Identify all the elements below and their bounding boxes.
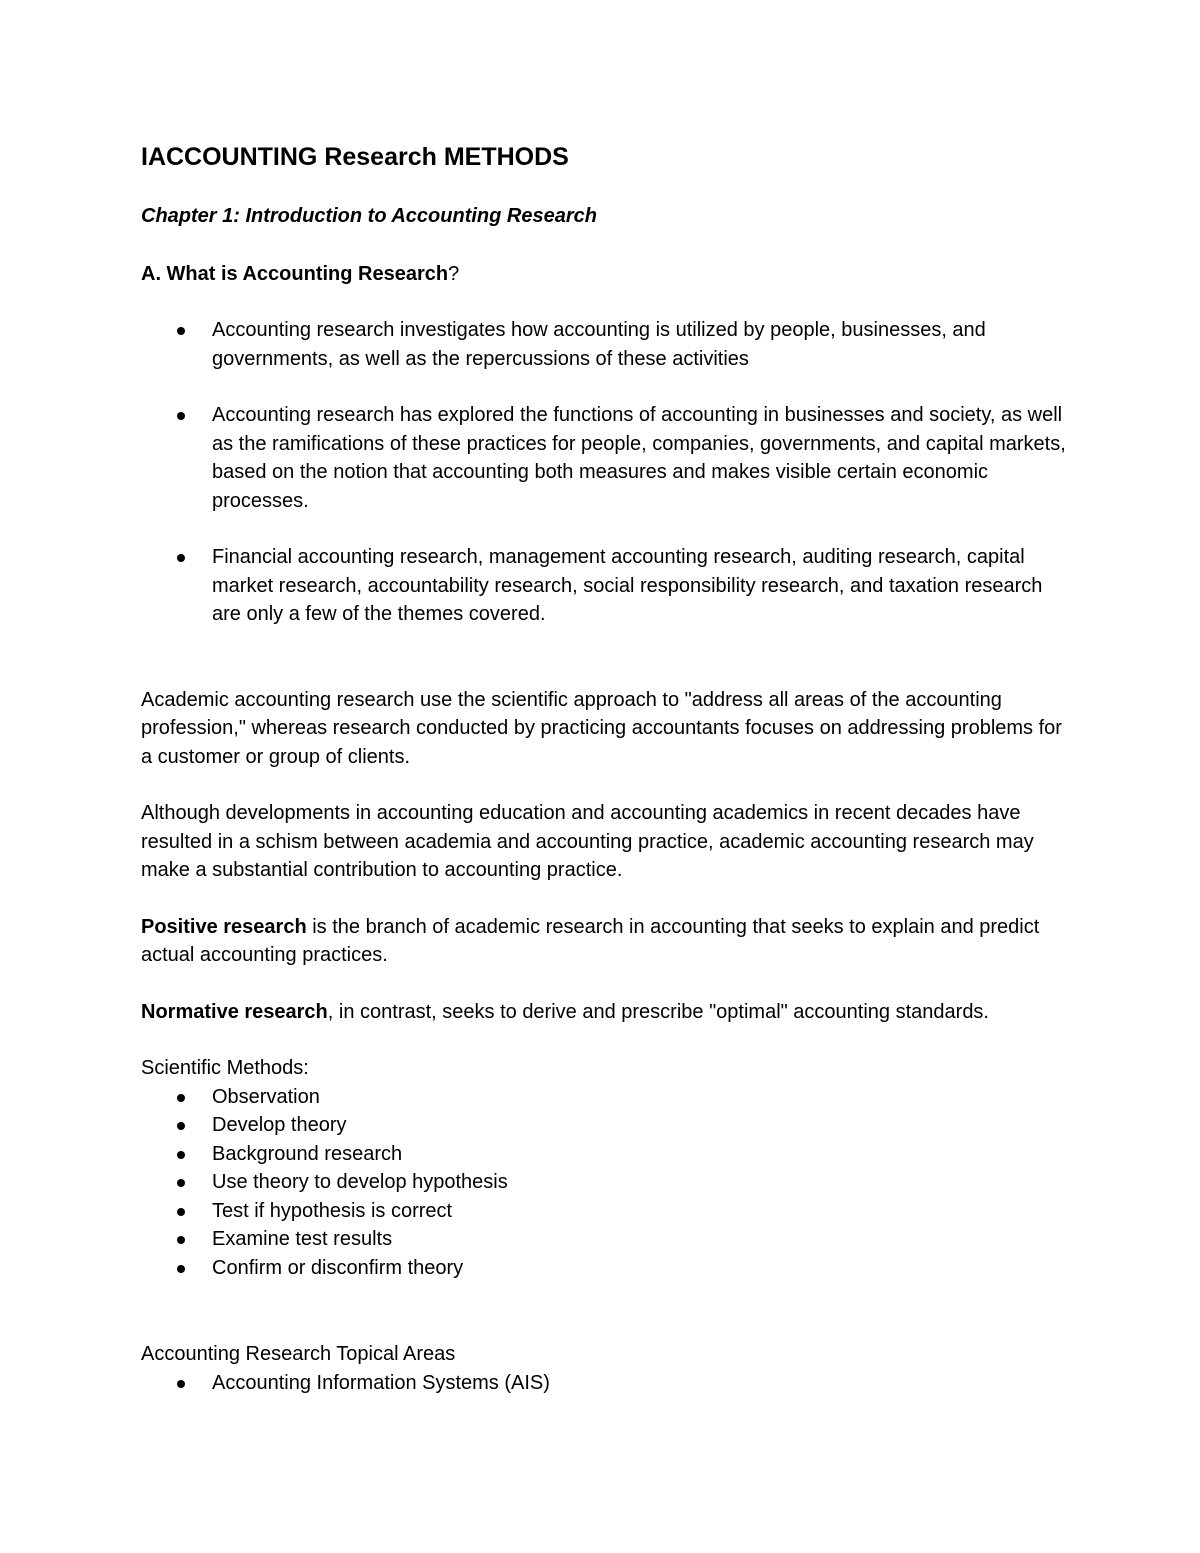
section-a-heading-bold: A. What is Accounting Research xyxy=(141,263,449,285)
list-item xyxy=(141,316,1071,373)
topical-areas-list xyxy=(141,1369,1071,1398)
paragraph-academic: Academic accounting research use the scientific approach to "address all areas of the accounting profession," whereas research conducted by practicing accountants focuses on addressing problems for a customer or group of clients. xyxy=(141,688,1062,768)
document-title: IACCOUNTING Research METHODS xyxy=(141,143,569,171)
topical-areas-label: Accounting Research Topical Areas xyxy=(141,1343,456,1365)
bullet-icon xyxy=(177,1236,185,1244)
list-item-text: Accounting research investigates how accounting is utilized by people, businesses, and governments, as well as the repercussions of these activities xyxy=(212,319,986,370)
bullet-icon xyxy=(177,1179,185,1187)
list-item xyxy=(141,1254,1071,1283)
list-item-text: Financial accounting research, management accounting research, auditing research, capital market research, accountability research, social responsibility research, and taxation research are only a few of the themes covered. xyxy=(212,546,1043,625)
list-item xyxy=(141,1111,1071,1140)
section-a-heading xyxy=(141,260,1071,288)
paragraph-positive-research xyxy=(141,913,1071,970)
list-item xyxy=(141,1369,1071,1398)
list-item xyxy=(141,1168,1071,1197)
list-item-text: Develop theory xyxy=(212,1114,347,1136)
bullet-icon xyxy=(177,1122,185,1130)
list-item xyxy=(141,1083,1071,1112)
bullet-icon xyxy=(177,1151,185,1159)
list-item-text: Examine test results xyxy=(212,1228,393,1250)
list-item-text: Accounting Information Systems (AIS) xyxy=(212,1371,550,1394)
list-item xyxy=(141,1225,1071,1254)
positive-research-definition: is the branch of academic research in accounting that seeks to explain and predict actual accounting practices. xyxy=(141,915,1040,966)
normative-research-term: Normative research xyxy=(141,1000,328,1023)
bullet-icon xyxy=(177,1380,185,1388)
list-item xyxy=(141,1140,1071,1169)
document-page xyxy=(141,140,1071,1397)
normative-research-definition: , in contrast, seeks to derive and prescribe "optimal" accounting standards. xyxy=(327,1000,989,1023)
list-item xyxy=(141,401,1071,515)
list-item-text: Use theory to develop hypothesis xyxy=(212,1171,508,1193)
list-item xyxy=(141,1197,1071,1226)
list-item-text: Accounting research has explored the functions of accounting in businesses and society, as well as the ramifications of these practices for people, companies, governments, and capital markets, based on the notion that accounting both measures and makes visible certain economic processes. xyxy=(212,404,1066,512)
bullet-icon xyxy=(177,1094,185,1102)
list-item-text: Background research xyxy=(212,1142,403,1165)
bullet-icon xyxy=(177,1208,185,1216)
bullet-icon xyxy=(177,327,185,335)
list-item-text: Observation xyxy=(212,1085,320,1108)
section-a-bullet-list xyxy=(141,316,1071,629)
list-item xyxy=(141,543,1071,629)
bullet-icon xyxy=(177,412,185,420)
paragraph-although: Although developments in accounting education and accounting academics in recent decades have resulted in a schism between academia and accounting practice, academic accounting research may make a substantial contribution to accounting practice. xyxy=(141,802,1034,881)
list-item-text: Test if hypothesis is correct xyxy=(212,1199,453,1222)
scientific-methods-list xyxy=(141,1083,1071,1283)
bullet-icon xyxy=(177,554,185,562)
paragraph-normative-research xyxy=(141,998,1071,1027)
bullet-icon xyxy=(177,1265,185,1273)
positive-research-term: Positive research xyxy=(141,915,307,938)
list-item-text: Confirm or disconfirm theory xyxy=(212,1256,464,1279)
chapter-heading: Chapter 1: Introduction to Accounting Research xyxy=(141,205,597,227)
section-a-heading-tail: ? xyxy=(448,263,460,285)
scientific-methods-label: Scientific Methods: xyxy=(141,1057,309,1079)
